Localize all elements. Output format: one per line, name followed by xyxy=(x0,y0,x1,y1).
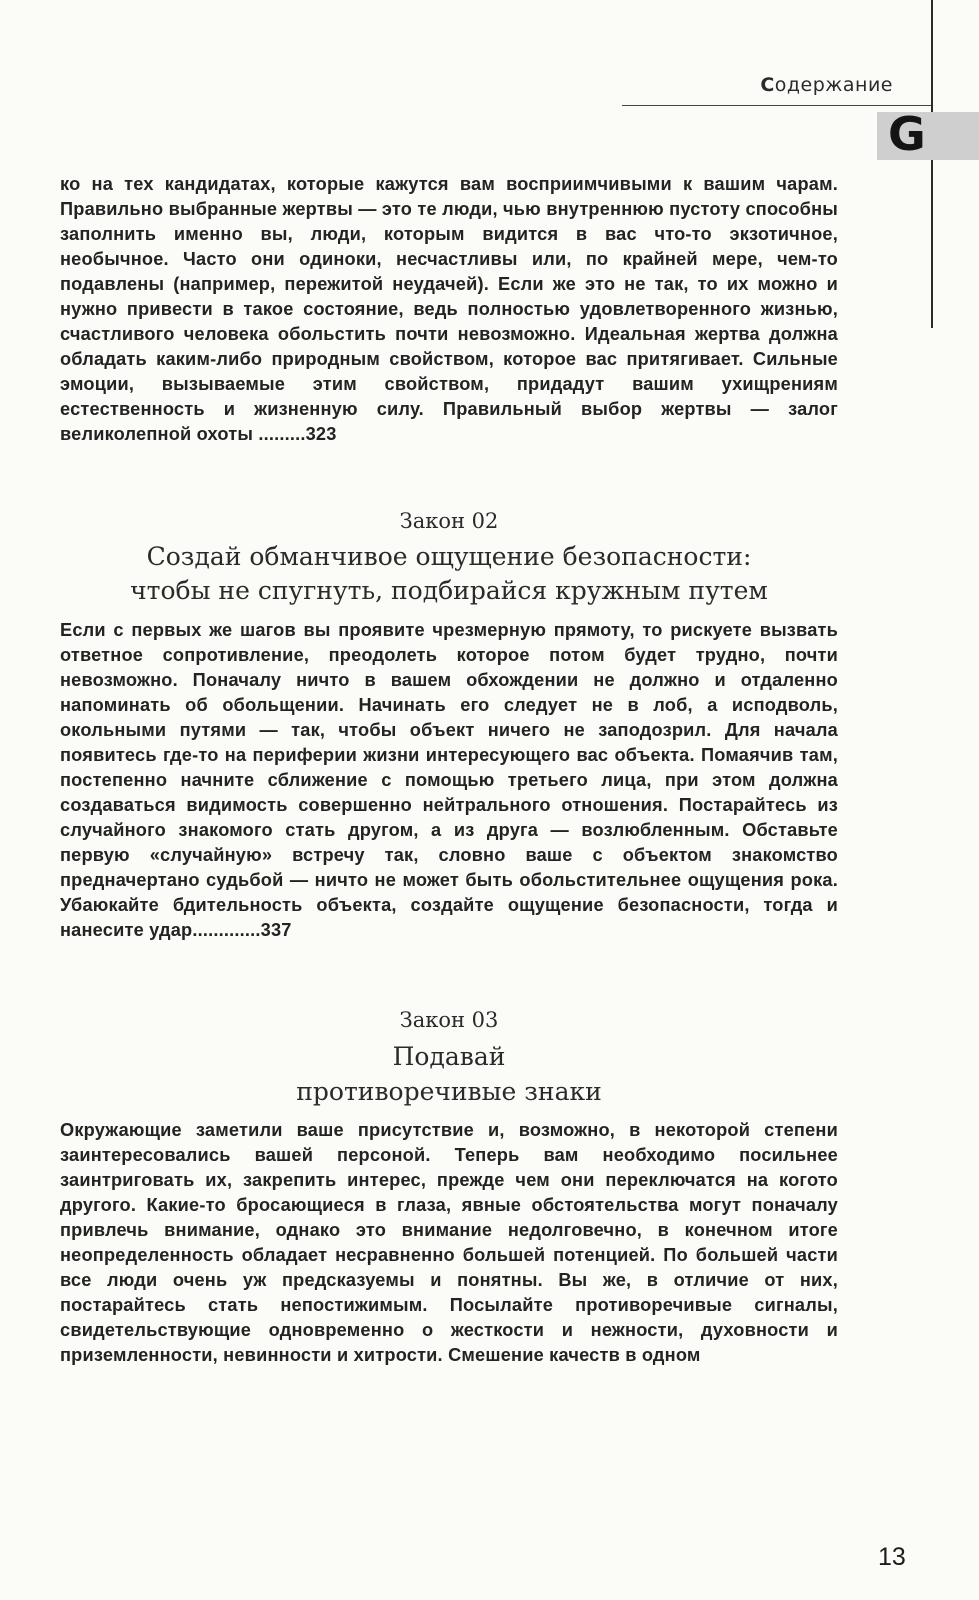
page-edge-line xyxy=(931,0,933,328)
page-number: 13 xyxy=(878,1543,906,1571)
intro-leader: ......... xyxy=(253,424,306,444)
intro-paragraph xyxy=(60,172,838,447)
law-02-label: Закон 02 xyxy=(399,509,499,533)
law-02-leader: ............. xyxy=(192,920,261,940)
law-03-title-line-2: противоречивые знаки xyxy=(296,1077,602,1106)
law-03-label: Закон 03 xyxy=(399,1008,499,1032)
running-header-rest: одержание xyxy=(774,74,893,96)
law-03-title-line-1: Подавай xyxy=(392,1042,506,1071)
law-02-title-line-1: Создай обманчивое ощущение безопасности: xyxy=(146,542,752,571)
header-rule xyxy=(622,105,931,106)
intro-page-ref: 323 xyxy=(305,424,337,444)
law-03-paragraph: Окружающие заметили ваше присутствие и, возможно, в некоторой степени заинтересовались вашей персоной. Теперь вам необходимо посильнее заинтриговать их, закрепить интерес, прежде чем они переключатся на когото другого. Какие-то бросающиеся в глаза, явные обстоятельства могут поначалу привлечь внимание, однако это внимание недолговечно, в конечном итоге неопределенность обладает несравненно большей потенцией. По большей части все люди очень уж предсказуемы и понятны. Вы же, в отличие от них, постарайтесь стать непостижимым. Посылайте противоречивые сигналы, свидетельствующие одновременно о жесткости и нежности, духовности и приземленности, невинности и хитрости. Смешение качеств в одном xyxy=(60,1120,838,1365)
intro-text: ко на тех кандидатах, которые кажутся вам восприимчивыми к вашим чарам. Правильно выбранные жертвы — это те люди, чью внутреннюю пустоту способны заполнить именно вы, люди, которым видится в вас что-то экзотичное, необычное. Часто они одиноки, несчастливы или, по крайней мере, чем-то подавлены (например, пережитой неудачей). Если же это не так, то их можно и нужно привести в такое состояние, ведь полностью удовлетворенного жизнью, счастливого человека обольстить почти невозможно. Идеальная жертва должна обладать каким-либо природным свойством, которое вас притягивает. Сильные эмоции, вызываемые этим свойством, придадут вашим ухищрениям естественность и жизненную силу. Правильный выбор жертвы — залог великолепной охоты xyxy=(60,174,838,444)
running-header xyxy=(625,74,893,96)
law-02-page-ref: 337 xyxy=(260,920,292,940)
law-02-text: Если с первых же шагов вы проявите чрезмерную прямоту, то рискуете вызвать ответное сопротивление, преодолеть которое потом будет трудно, почти невозможно. Поначалу ничто в вашем обхождении не должно и отдаленно напоминать об обольщении. Начинать его следует не в лоб, а исподволь, окольными путями — так, чтобы объект ничего не заподозрил. Для начала появитесь где-то на периферии жизни интересующего вас объекта. Помаячив там, постепенно начните сближение с помощью третьего лица, при этом должна создаваться видимость совершенно нейтрального отношения. Постарайтесь из случайного знакомого стать другом, а из друга — возлюбленным. Обставьте первую «случайную» встречу так, словно ваше с объектом знакомство предначертано судьбой — ничто не может быть обольстительнее ощущения рока. Убаюкайте бдительность объекта, создайте ощущение безопасности, тогда и нанесите удар xyxy=(60,620,838,940)
law-02-paragraph xyxy=(60,618,838,943)
section-tab-letter: G xyxy=(888,107,926,161)
running-header-initial: С xyxy=(760,74,775,96)
law-02-title-line-2: чтобы не спугнуть, подбирайся кружным путем xyxy=(130,576,768,605)
